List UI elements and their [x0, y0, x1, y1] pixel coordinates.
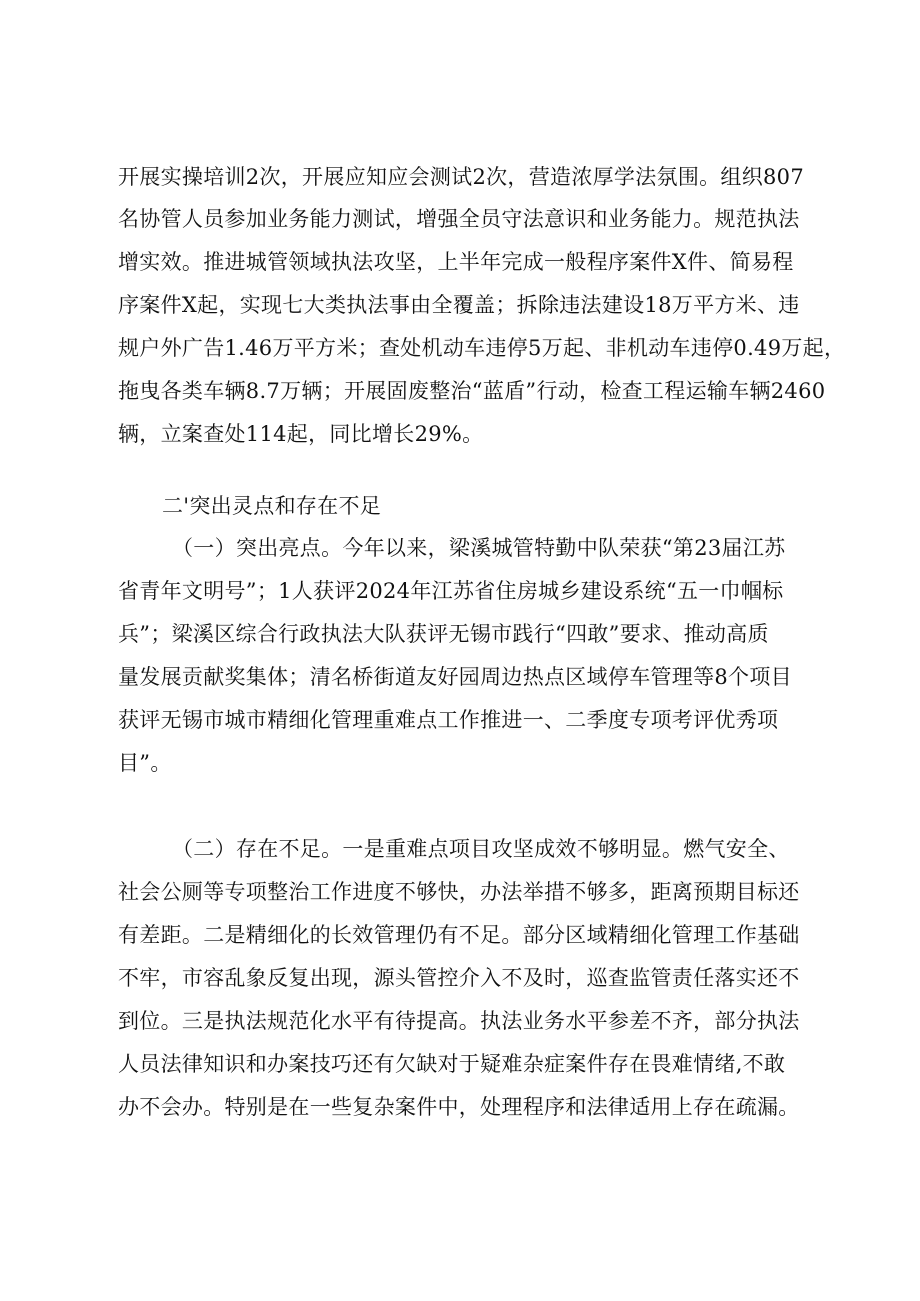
paragraph-3-line-1: （二）存在不足。一是重难点项目攻坚成效不够明显。燃气安全、 [172, 837, 790, 861]
paragraph-1-line-4: 序案件X起，实现七大类执法事由全覆盖；拆除违法建设18万平方米、违 [118, 293, 800, 317]
paragraph-2-line-4: 量发展贡献奖集体；清名桥街道友好园周边热点区域停车管理等8个项目 [118, 665, 792, 689]
paragraph-3-line-5: 到位。三是执法规范化水平有待提高。执法业务水平参差不齐，部分执法 [118, 1009, 800, 1033]
paragraph-2-line-3: 兵”；梁溪区综合行政执法大队获评无锡市践行“四敢”要求、推动高质 [118, 622, 769, 646]
paragraph-2-line-1: （一）突出亮点。今年以来，梁溪城管特勤中队荣获“第23届江苏 [172, 536, 786, 560]
paragraph-3-line-3: 有差距。二是精细化的长效管理仍有不足。部分区域精细化管理工作基础 [118, 923, 800, 947]
paragraph-1-line-2: 名协管人员参加业务能力测试，增强全员守法意识和业务能力。规范执法 [118, 207, 800, 231]
paragraph-1-line-6: 拖曳各类车辆8.7万辆；开展固废整治“蓝盾”行动，检查工程运输车辆2460 [118, 379, 826, 403]
paragraph-3-line-6: 人员法律知识和办案技巧还有欠缺对于疑难杂症案件存在畏难情绪,不敢 [118, 1052, 786, 1076]
paragraph-2-line-6: 目”。 [118, 751, 172, 775]
paragraph-3-line-4: 不牢，市容乱象反复出现，源头管控介入不及时，巡查监管责任落实还不 [118, 966, 800, 990]
paragraph-1-line-1: 开展实操培训2次，开展应知应会测试2次，营造浓厚学法氛围。组织807 [118, 165, 805, 189]
paragraph-3-line-2: 社会公厕等专项整治工作进度不够快，办法举措不够多，距离预期目标还 [118, 880, 800, 904]
paragraph-1-line-3: 增实效。推进城管领域执法攻坚，上半年完成一般程序案件X件、简易程 [118, 250, 794, 274]
paragraph-2-line-2: 省青年文明号”；1人获评2024年江苏省住房城乡建设系统“五一巾帼标 [118, 579, 784, 603]
paragraph-2-line-5: 获评无锡市城市精细化管理重难点工作推进一、二季度专项考评优秀项 [118, 708, 779, 732]
section-heading: 二'突出灵点和存在不足 [162, 494, 382, 518]
paragraph-1-line-7: 辆，立案查处114起，同比增长29%。 [118, 422, 484, 446]
paragraph-3-line-7: 办不会办。特别是在一些复杂案件中，处理程序和法律适用上存在疏漏。 [118, 1095, 800, 1119]
paragraph-1-line-5: 规户外广告1.46万平方米；查处机动车违停5万起、非机动车违停0.49万起， [118, 336, 846, 360]
